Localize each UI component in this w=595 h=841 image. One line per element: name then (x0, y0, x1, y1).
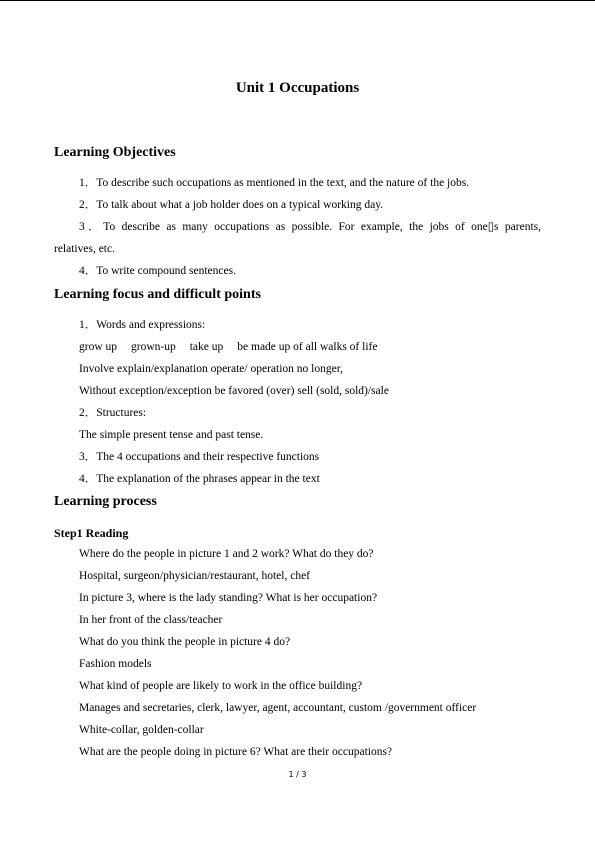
focus-item: The simple present tense and past tense. (79, 429, 264, 441)
reading-line: White-collar, golden-collar (79, 724, 204, 736)
page-number: 1 / 3 (288, 770, 307, 779)
reading-line: Fashion models (79, 658, 152, 670)
phrase: grown-up (131, 341, 176, 353)
objective-item: 4．To write compound sentences. (79, 265, 236, 277)
objective-item-continuation: relatives, etc. (54, 243, 115, 255)
phrase: grow up (79, 341, 118, 353)
focus-item: 4．The explanation of the phrases appear in the text (79, 473, 320, 485)
focus-item: Without exception/exception be favored (over) sell (sold, sold)/sale (79, 385, 389, 397)
objective-item: 1．To describe such occupations as mentioned in the text, and the nature of the jobs. (79, 177, 470, 189)
reading-line: In picture 3, where is the lady standing? What is her occupation? (79, 592, 378, 604)
top-border-rule (0, 0, 595, 1)
phrase: be made up of all walks of life (237, 341, 378, 353)
focus-item: 1．Words and expressions: (79, 319, 206, 331)
reading-line: What are the people doing in picture 6? What are their occupations? (79, 746, 393, 758)
phrase: take up (189, 341, 224, 353)
focus-item: Involve explain/explanation operate/ operation no longer, (79, 363, 343, 375)
reading-line: What do you think the people in picture 4 do? (79, 636, 291, 648)
phrase-row (79, 340, 377, 354)
objective-item: 3．To describe as many occupations as possible. For example, the jobs of one▯s parents, (79, 221, 541, 233)
objectives-heading: Learning Objectives (54, 145, 176, 160)
focus-heading: Learning focus and difficult points (54, 287, 261, 302)
reading-line: Manages and secretaries, clerk, lawyer, agent, accountant, custom /government officer (79, 702, 477, 714)
page-title: Unit 1 Occupations (235, 80, 360, 96)
reading-line: In her front of the class/teacher (79, 614, 223, 626)
reading-line: Where do the people in picture 1 and 2 work? What do they do? (79, 548, 374, 560)
process-heading: Learning process (54, 494, 157, 509)
reading-line: What kind of people are likely to work in the office building? (79, 680, 363, 692)
focus-item: 3．The 4 occupations and their respective functions (79, 451, 320, 463)
focus-item: 2．Structures: (79, 407, 147, 419)
reading-line: Hospital, surgeon/physician/restaurant, hotel, chef (79, 570, 311, 582)
objective-item: 2．To talk about what a job holder does on a typical working day. (79, 199, 384, 211)
step-heading: Step1 Reading (54, 526, 129, 540)
